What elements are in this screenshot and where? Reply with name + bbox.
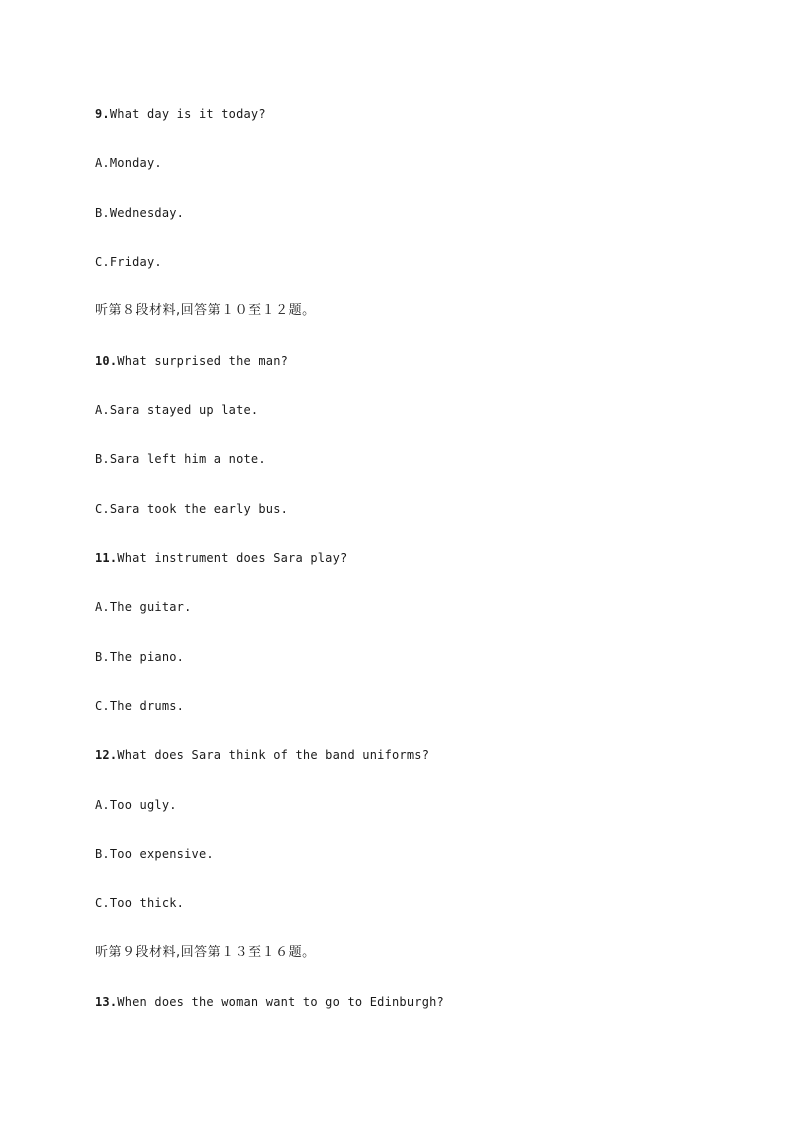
section-instruction-8: 听第８段材料,回答第１０至１２题。 xyxy=(95,303,316,318)
question-9 xyxy=(95,106,266,122)
question-text: When does the woman want to go to Edinburgh? xyxy=(117,995,444,1009)
question-number: 13. xyxy=(95,995,118,1009)
option-9-a: A.Monday. xyxy=(95,156,162,170)
question-11 xyxy=(95,550,347,566)
option-10-c: C.Sara took the early bus. xyxy=(95,502,289,516)
question-text: What surprised the man? xyxy=(117,354,289,368)
question-12 xyxy=(95,747,429,763)
question-text: What does Sara think of the band uniforms? xyxy=(117,748,430,762)
option-10-a: A.Sara stayed up late. xyxy=(95,403,259,417)
option-10-b: B.Sara left him a note. xyxy=(95,452,266,466)
question-13 xyxy=(95,994,444,1010)
question-text: What day is it today? xyxy=(109,107,266,121)
option-11-c: C.The drums. xyxy=(95,699,185,713)
question-number: 10. xyxy=(95,354,118,368)
question-number: 12. xyxy=(95,748,118,762)
section-instruction-9: 听第９段材料,回答第１３至１６题。 xyxy=(95,945,316,960)
option-12-a: A.Too ugly. xyxy=(95,798,177,812)
question-text: What instrument does Sara play? xyxy=(117,551,348,565)
option-9-c: C.Friday. xyxy=(95,255,162,269)
question-number: 9. xyxy=(95,107,110,121)
question-10 xyxy=(95,353,288,369)
option-12-c: C.Too thick. xyxy=(95,896,185,910)
option-12-b: B.Too expensive. xyxy=(95,847,214,861)
option-9-b: B.Wednesday. xyxy=(95,206,185,220)
option-11-b: B.The piano. xyxy=(95,650,185,664)
question-number: 11. xyxy=(95,551,118,565)
option-11-a: A.The guitar. xyxy=(95,600,192,614)
